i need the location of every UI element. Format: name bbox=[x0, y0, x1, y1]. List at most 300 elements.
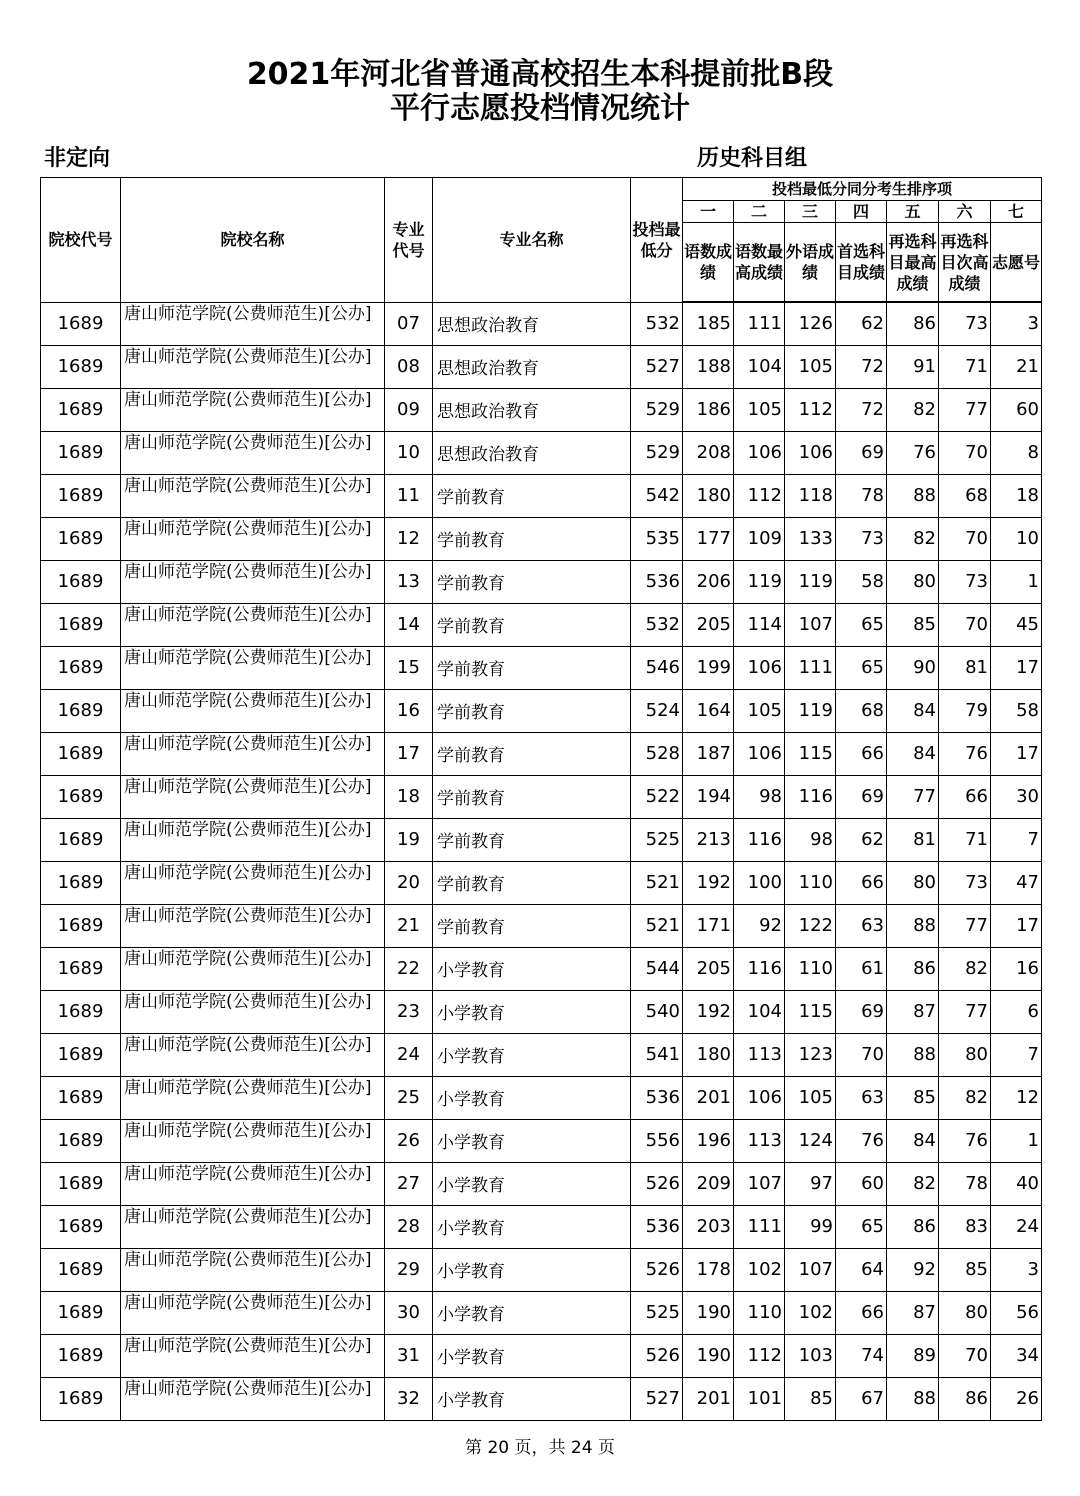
school-name-cell: 唐山师范学院(公费师范生)[公办] bbox=[121, 1119, 385, 1162]
foreign-lang-cell: 115 bbox=[785, 732, 836, 775]
chinese-math-cell: 180 bbox=[683, 474, 734, 517]
school-code-cell: 1689 bbox=[41, 1248, 121, 1291]
reselect-max-cell: 81 bbox=[887, 818, 939, 861]
header-major-code: 专业代号 bbox=[385, 178, 433, 303]
reselect-second-cell: 81 bbox=[939, 646, 991, 689]
table-row bbox=[41, 732, 1042, 775]
chinese-math-max-cell: 106 bbox=[734, 1076, 785, 1119]
min-score-cell: 527 bbox=[631, 1377, 683, 1420]
reselect-second-cell: 73 bbox=[939, 560, 991, 603]
school-name-cell: 唐山师范学院(公费师范生)[公办] bbox=[121, 1162, 385, 1205]
table-row bbox=[41, 431, 1042, 474]
choice-number-cell: 7 bbox=[991, 1033, 1042, 1076]
major-name-cell: 学前教育 bbox=[433, 818, 631, 861]
choice-number-cell: 58 bbox=[991, 689, 1042, 732]
foreign-lang-cell: 85 bbox=[785, 1377, 836, 1420]
header-order-3: 三 bbox=[785, 201, 836, 223]
major-code-cell: 29 bbox=[385, 1248, 433, 1291]
school-code-cell: 1689 bbox=[41, 388, 121, 431]
header-min-score: 投档最低分 bbox=[631, 178, 683, 303]
chinese-math-max-cell: 102 bbox=[734, 1248, 785, 1291]
choice-number-cell: 12 bbox=[991, 1076, 1042, 1119]
min-score-cell: 528 bbox=[631, 732, 683, 775]
foreign-lang-cell: 116 bbox=[785, 775, 836, 818]
choice-number-cell: 17 bbox=[991, 904, 1042, 947]
min-score-cell: 526 bbox=[631, 1334, 683, 1377]
min-score-cell: 536 bbox=[631, 560, 683, 603]
major-name-cell: 小学教育 bbox=[433, 1119, 631, 1162]
chinese-math-cell: 213 bbox=[683, 818, 734, 861]
header-major-name: 专业名称 bbox=[433, 178, 631, 303]
major-name-cell: 小学教育 bbox=[433, 1205, 631, 1248]
chinese-math-cell: 178 bbox=[683, 1248, 734, 1291]
foreign-lang-cell: 106 bbox=[785, 431, 836, 474]
major-name-cell: 学前教育 bbox=[433, 560, 631, 603]
reselect-second-cell: 78 bbox=[939, 1162, 991, 1205]
foreign-lang-cell: 98 bbox=[785, 818, 836, 861]
major-name-cell: 思想政治教育 bbox=[433, 345, 631, 388]
reselect-max-cell: 88 bbox=[887, 1377, 939, 1420]
min-score-cell: 532 bbox=[631, 302, 683, 345]
chinese-math-max-cell: 106 bbox=[734, 646, 785, 689]
chinese-math-max-cell: 119 bbox=[734, 560, 785, 603]
school-code-cell: 1689 bbox=[41, 302, 121, 345]
min-score-cell: 521 bbox=[631, 904, 683, 947]
foreign-lang-cell: 102 bbox=[785, 1291, 836, 1334]
table-row bbox=[41, 990, 1042, 1033]
reselect-second-cell: 73 bbox=[939, 861, 991, 904]
chinese-math-max-cell: 92 bbox=[734, 904, 785, 947]
major-code-cell: 22 bbox=[385, 947, 433, 990]
school-name-cell: 唐山师范学院(公费师范生)[公办] bbox=[121, 646, 385, 689]
chinese-math-cell: 177 bbox=[683, 517, 734, 560]
foreign-lang-cell: 111 bbox=[785, 646, 836, 689]
first-subject-cell: 68 bbox=[836, 689, 887, 732]
school-name-cell: 唐山师范学院(公费师范生)[公办] bbox=[121, 775, 385, 818]
table-row bbox=[41, 1076, 1042, 1119]
choice-number-cell: 56 bbox=[991, 1291, 1042, 1334]
school-code-cell: 1689 bbox=[41, 560, 121, 603]
header-school-code: 院校代号 bbox=[41, 178, 121, 303]
table-row bbox=[41, 603, 1042, 646]
foreign-lang-cell: 103 bbox=[785, 1334, 836, 1377]
foreign-lang-cell: 110 bbox=[785, 947, 836, 990]
school-code-cell: 1689 bbox=[41, 345, 121, 388]
reselect-max-cell: 87 bbox=[887, 990, 939, 1033]
major-name-cell: 小学教育 bbox=[433, 1291, 631, 1334]
foreign-lang-cell: 133 bbox=[785, 517, 836, 560]
reselect-max-cell: 90 bbox=[887, 646, 939, 689]
header-order-4: 四 bbox=[836, 201, 887, 223]
page-subtitle: 平行志愿投档情况统计 bbox=[390, 91, 690, 126]
school-code-cell: 1689 bbox=[41, 1291, 121, 1334]
min-score-cell: 524 bbox=[631, 689, 683, 732]
choice-number-cell: 18 bbox=[991, 474, 1042, 517]
school-name-cell: 唐山师范学院(公费师范生)[公办] bbox=[121, 388, 385, 431]
reselect-max-cell: 77 bbox=[887, 775, 939, 818]
chinese-math-cell: 190 bbox=[683, 1334, 734, 1377]
table-row bbox=[41, 302, 1042, 345]
min-score-cell: 544 bbox=[631, 947, 683, 990]
min-score-cell: 522 bbox=[631, 775, 683, 818]
category-label: 非定向 bbox=[44, 146, 111, 171]
foreign-lang-cell: 119 bbox=[785, 689, 836, 732]
school-code-cell: 1689 bbox=[41, 1377, 121, 1420]
major-name-cell: 思想政治教育 bbox=[433, 302, 631, 345]
choice-number-cell: 3 bbox=[991, 302, 1042, 345]
chinese-math-cell: 208 bbox=[683, 431, 734, 474]
table-row bbox=[41, 904, 1042, 947]
major-name-cell: 小学教育 bbox=[433, 1377, 631, 1420]
foreign-lang-cell: 97 bbox=[785, 1162, 836, 1205]
table-row bbox=[41, 689, 1042, 732]
chinese-math-cell: 205 bbox=[683, 603, 734, 646]
choice-number-cell: 60 bbox=[991, 388, 1042, 431]
major-name-cell: 小学教育 bbox=[433, 1033, 631, 1076]
chinese-math-max-cell: 98 bbox=[734, 775, 785, 818]
major-code-cell: 16 bbox=[385, 689, 433, 732]
admission-table bbox=[40, 177, 1042, 1421]
school-name-cell: 唐山师范学院(公费师范生)[公办] bbox=[121, 689, 385, 732]
chinese-math-max-cell: 112 bbox=[734, 474, 785, 517]
reselect-second-cell: 76 bbox=[939, 1119, 991, 1162]
foreign-lang-cell: 126 bbox=[785, 302, 836, 345]
major-code-cell: 32 bbox=[385, 1377, 433, 1420]
reselect-max-cell: 82 bbox=[887, 517, 939, 560]
header-order-1: 一 bbox=[683, 201, 734, 223]
reselect-max-cell: 82 bbox=[887, 1162, 939, 1205]
reselect-second-cell: 77 bbox=[939, 388, 991, 431]
major-code-cell: 19 bbox=[385, 818, 433, 861]
first-subject-cell: 69 bbox=[836, 775, 887, 818]
choice-number-cell: 17 bbox=[991, 646, 1042, 689]
table-row bbox=[41, 775, 1042, 818]
foreign-lang-cell: 118 bbox=[785, 474, 836, 517]
chinese-math-cell: 203 bbox=[683, 1205, 734, 1248]
first-subject-cell: 72 bbox=[836, 388, 887, 431]
foreign-lang-cell: 107 bbox=[785, 1248, 836, 1291]
chinese-math-max-cell: 105 bbox=[734, 689, 785, 732]
chinese-math-max-cell: 116 bbox=[734, 818, 785, 861]
first-subject-cell: 69 bbox=[836, 990, 887, 1033]
min-score-cell: 556 bbox=[631, 1119, 683, 1162]
school-code-cell: 1689 bbox=[41, 947, 121, 990]
school-code-cell: 1689 bbox=[41, 689, 121, 732]
school-name-cell: 唐山师范学院(公费师范生)[公办] bbox=[121, 474, 385, 517]
table-row bbox=[41, 345, 1042, 388]
choice-number-cell: 7 bbox=[991, 818, 1042, 861]
subject-group-label: 历史科目组 bbox=[697, 146, 808, 171]
header-order-6: 六 bbox=[939, 201, 991, 223]
table-row bbox=[41, 947, 1042, 990]
foreign-lang-cell: 105 bbox=[785, 345, 836, 388]
header-item-3: 外语成绩 bbox=[785, 223, 836, 303]
reselect-second-cell: 85 bbox=[939, 1248, 991, 1291]
header-item-2: 语数最高成绩 bbox=[734, 223, 785, 303]
school-code-cell: 1689 bbox=[41, 603, 121, 646]
min-score-cell: 535 bbox=[631, 517, 683, 560]
foreign-lang-cell: 123 bbox=[785, 1033, 836, 1076]
major-name-cell: 学前教育 bbox=[433, 474, 631, 517]
choice-number-cell: 45 bbox=[991, 603, 1042, 646]
school-name-cell: 唐山师范学院(公费师范生)[公办] bbox=[121, 431, 385, 474]
foreign-lang-cell: 119 bbox=[785, 560, 836, 603]
choice-number-cell: 6 bbox=[991, 990, 1042, 1033]
school-code-cell: 1689 bbox=[41, 990, 121, 1033]
chinese-math-cell: 201 bbox=[683, 1076, 734, 1119]
min-score-cell: 525 bbox=[631, 1291, 683, 1334]
school-name-cell: 唐山师范学院(公费师范生)[公办] bbox=[121, 1248, 385, 1291]
school-name-cell: 唐山师范学院(公费师范生)[公办] bbox=[121, 1377, 385, 1420]
reselect-second-cell: 70 bbox=[939, 1334, 991, 1377]
major-code-cell: 15 bbox=[385, 646, 433, 689]
first-subject-cell: 66 bbox=[836, 1291, 887, 1334]
min-score-cell: 532 bbox=[631, 603, 683, 646]
chinese-math-cell: 192 bbox=[683, 990, 734, 1033]
table-row bbox=[41, 818, 1042, 861]
school-name-cell: 唐山师范学院(公费师范生)[公办] bbox=[121, 818, 385, 861]
school-code-cell: 1689 bbox=[41, 646, 121, 689]
chinese-math-cell: 201 bbox=[683, 1377, 734, 1420]
chinese-math-cell: 192 bbox=[683, 861, 734, 904]
chinese-math-max-cell: 116 bbox=[734, 947, 785, 990]
reselect-max-cell: 82 bbox=[887, 388, 939, 431]
first-subject-cell: 74 bbox=[836, 1334, 887, 1377]
chinese-math-cell: 187 bbox=[683, 732, 734, 775]
header-item-7: 志愿号 bbox=[991, 223, 1042, 303]
first-subject-cell: 64 bbox=[836, 1248, 887, 1291]
major-name-cell: 思想政治教育 bbox=[433, 388, 631, 431]
first-subject-cell: 63 bbox=[836, 904, 887, 947]
header-item-4: 首选科目成绩 bbox=[836, 223, 887, 303]
chinese-math-max-cell: 113 bbox=[734, 1119, 785, 1162]
choice-number-cell: 8 bbox=[991, 431, 1042, 474]
page-title: 2021年河北省普通高校招生本科提前批B段 bbox=[246, 57, 834, 92]
reselect-second-cell: 82 bbox=[939, 947, 991, 990]
school-code-cell: 1689 bbox=[41, 775, 121, 818]
school-code-cell: 1689 bbox=[41, 1076, 121, 1119]
first-subject-cell: 62 bbox=[836, 302, 887, 345]
major-code-cell: 14 bbox=[385, 603, 433, 646]
table-row bbox=[41, 1334, 1042, 1377]
chinese-math-cell: 188 bbox=[683, 345, 734, 388]
min-score-cell: 521 bbox=[631, 861, 683, 904]
first-subject-cell: 61 bbox=[836, 947, 887, 990]
reselect-max-cell: 86 bbox=[887, 1205, 939, 1248]
reselect-max-cell: 88 bbox=[887, 1033, 939, 1076]
header-order-2: 二 bbox=[734, 201, 785, 223]
min-score-cell: 526 bbox=[631, 1248, 683, 1291]
reselect-max-cell: 85 bbox=[887, 603, 939, 646]
major-name-cell: 小学教育 bbox=[433, 1162, 631, 1205]
major-name-cell: 小学教育 bbox=[433, 947, 631, 990]
chinese-math-max-cell: 114 bbox=[734, 603, 785, 646]
min-score-cell: 527 bbox=[631, 345, 683, 388]
foreign-lang-cell: 122 bbox=[785, 904, 836, 947]
chinese-math-max-cell: 104 bbox=[734, 345, 785, 388]
major-code-cell: 10 bbox=[385, 431, 433, 474]
chinese-math-max-cell: 106 bbox=[734, 732, 785, 775]
chinese-math-cell: 199 bbox=[683, 646, 734, 689]
foreign-lang-cell: 99 bbox=[785, 1205, 836, 1248]
table-row bbox=[41, 388, 1042, 431]
first-subject-cell: 76 bbox=[836, 1119, 887, 1162]
reselect-max-cell: 88 bbox=[887, 904, 939, 947]
min-score-cell: 536 bbox=[631, 1076, 683, 1119]
chinese-math-max-cell: 113 bbox=[734, 1033, 785, 1076]
min-score-cell: 540 bbox=[631, 990, 683, 1033]
table-row bbox=[41, 646, 1042, 689]
first-subject-cell: 65 bbox=[836, 646, 887, 689]
major-name-cell: 学前教育 bbox=[433, 517, 631, 560]
table-row bbox=[41, 517, 1042, 560]
header-item-6: 再选科目次高成绩 bbox=[939, 223, 991, 303]
major-code-cell: 18 bbox=[385, 775, 433, 818]
header-ranking-group: 投档最低分同分考生排序项 bbox=[683, 178, 1042, 201]
school-name-cell: 唐山师范学院(公费师范生)[公办] bbox=[121, 1291, 385, 1334]
reselect-max-cell: 86 bbox=[887, 947, 939, 990]
reselect-max-cell: 92 bbox=[887, 1248, 939, 1291]
major-name-cell: 思想政治教育 bbox=[433, 431, 631, 474]
foreign-lang-cell: 107 bbox=[785, 603, 836, 646]
school-name-cell: 唐山师范学院(公费师范生)[公办] bbox=[121, 560, 385, 603]
table-row bbox=[41, 474, 1042, 517]
reselect-second-cell: 82 bbox=[939, 1076, 991, 1119]
choice-number-cell: 16 bbox=[991, 947, 1042, 990]
school-name-cell: 唐山师范学院(公费师范生)[公办] bbox=[121, 990, 385, 1033]
school-code-cell: 1689 bbox=[41, 1119, 121, 1162]
choice-number-cell: 34 bbox=[991, 1334, 1042, 1377]
header-item-1: 语数成绩 bbox=[683, 223, 734, 303]
reselect-second-cell: 80 bbox=[939, 1033, 991, 1076]
min-score-cell: 529 bbox=[631, 388, 683, 431]
major-name-cell: 学前教育 bbox=[433, 689, 631, 732]
reselect-max-cell: 86 bbox=[887, 302, 939, 345]
choice-number-cell: 1 bbox=[991, 560, 1042, 603]
reselect-second-cell: 71 bbox=[939, 818, 991, 861]
min-score-cell: 526 bbox=[631, 1162, 683, 1205]
school-code-cell: 1689 bbox=[41, 517, 121, 560]
reselect-second-cell: 70 bbox=[939, 603, 991, 646]
chinese-math-cell: 209 bbox=[683, 1162, 734, 1205]
school-code-cell: 1689 bbox=[41, 1033, 121, 1076]
school-code-cell: 1689 bbox=[41, 474, 121, 517]
chinese-math-max-cell: 112 bbox=[734, 1334, 785, 1377]
major-code-cell: 24 bbox=[385, 1033, 433, 1076]
first-subject-cell: 58 bbox=[836, 560, 887, 603]
first-subject-cell: 63 bbox=[836, 1076, 887, 1119]
school-name-cell: 唐山师范学院(公费师范生)[公办] bbox=[121, 517, 385, 560]
school-name-cell: 唐山师范学院(公费师范生)[公办] bbox=[121, 345, 385, 388]
first-subject-cell: 65 bbox=[836, 603, 887, 646]
first-subject-cell: 72 bbox=[836, 345, 887, 388]
school-code-cell: 1689 bbox=[41, 732, 121, 775]
choice-number-cell: 3 bbox=[991, 1248, 1042, 1291]
chinese-math-max-cell: 106 bbox=[734, 431, 785, 474]
reselect-second-cell: 70 bbox=[939, 431, 991, 474]
first-subject-cell: 60 bbox=[836, 1162, 887, 1205]
chinese-math-cell: 196 bbox=[683, 1119, 734, 1162]
school-name-cell: 唐山师范学院(公费师范生)[公办] bbox=[121, 861, 385, 904]
chinese-math-max-cell: 109 bbox=[734, 517, 785, 560]
choice-number-cell: 10 bbox=[991, 517, 1042, 560]
table-row bbox=[41, 560, 1042, 603]
choice-number-cell: 40 bbox=[991, 1162, 1042, 1205]
major-code-cell: 23 bbox=[385, 990, 433, 1033]
choice-number-cell: 24 bbox=[991, 1205, 1042, 1248]
first-subject-cell: 78 bbox=[836, 474, 887, 517]
major-name-cell: 学前教育 bbox=[433, 775, 631, 818]
school-code-cell: 1689 bbox=[41, 818, 121, 861]
chinese-math-max-cell: 110 bbox=[734, 1291, 785, 1334]
foreign-lang-cell: 124 bbox=[785, 1119, 836, 1162]
major-code-cell: 27 bbox=[385, 1162, 433, 1205]
school-name-cell: 唐山师范学院(公费师范生)[公办] bbox=[121, 947, 385, 990]
school-name-cell: 唐山师范学院(公费师范生)[公办] bbox=[121, 603, 385, 646]
major-name-cell: 小学教育 bbox=[433, 1248, 631, 1291]
school-name-cell: 唐山师范学院(公费师范生)[公办] bbox=[121, 1076, 385, 1119]
major-code-cell: 12 bbox=[385, 517, 433, 560]
chinese-math-cell: 185 bbox=[683, 302, 734, 345]
page-footer: 第 20 页，共 24 页 bbox=[465, 1438, 615, 1458]
reselect-max-cell: 87 bbox=[887, 1291, 939, 1334]
major-code-cell: 17 bbox=[385, 732, 433, 775]
major-code-cell: 11 bbox=[385, 474, 433, 517]
chinese-math-max-cell: 104 bbox=[734, 990, 785, 1033]
min-score-cell: 536 bbox=[631, 1205, 683, 1248]
school-code-cell: 1689 bbox=[41, 431, 121, 474]
major-code-cell: 26 bbox=[385, 1119, 433, 1162]
chinese-math-max-cell: 107 bbox=[734, 1162, 785, 1205]
major-code-cell: 09 bbox=[385, 388, 433, 431]
choice-number-cell: 26 bbox=[991, 1377, 1042, 1420]
choice-number-cell: 47 bbox=[991, 861, 1042, 904]
reselect-max-cell: 80 bbox=[887, 861, 939, 904]
reselect-second-cell: 77 bbox=[939, 904, 991, 947]
major-code-cell: 20 bbox=[385, 861, 433, 904]
school-name-cell: 唐山师范学院(公费师范生)[公办] bbox=[121, 1334, 385, 1377]
choice-number-cell: 30 bbox=[991, 775, 1042, 818]
school-name-cell: 唐山师范学院(公费师范生)[公办] bbox=[121, 904, 385, 947]
major-name-cell: 学前教育 bbox=[433, 904, 631, 947]
major-name-cell: 学前教育 bbox=[433, 861, 631, 904]
reselect-second-cell: 71 bbox=[939, 345, 991, 388]
chinese-math-cell: 205 bbox=[683, 947, 734, 990]
reselect-second-cell: 77 bbox=[939, 990, 991, 1033]
foreign-lang-cell: 112 bbox=[785, 388, 836, 431]
first-subject-cell: 65 bbox=[836, 1205, 887, 1248]
min-score-cell: 546 bbox=[631, 646, 683, 689]
chinese-math-cell: 180 bbox=[683, 1033, 734, 1076]
reselect-second-cell: 83 bbox=[939, 1205, 991, 1248]
reselect-second-cell: 79 bbox=[939, 689, 991, 732]
reselect-max-cell: 84 bbox=[887, 732, 939, 775]
major-code-cell: 31 bbox=[385, 1334, 433, 1377]
reselect-max-cell: 88 bbox=[887, 474, 939, 517]
chinese-math-cell: 194 bbox=[683, 775, 734, 818]
chinese-math-max-cell: 100 bbox=[734, 861, 785, 904]
major-code-cell: 30 bbox=[385, 1291, 433, 1334]
major-code-cell: 21 bbox=[385, 904, 433, 947]
school-name-cell: 唐山师范学院(公费师范生)[公办] bbox=[121, 1033, 385, 1076]
reselect-max-cell: 76 bbox=[887, 431, 939, 474]
reselect-max-cell: 80 bbox=[887, 560, 939, 603]
school-name-cell: 唐山师范学院(公费师范生)[公办] bbox=[121, 302, 385, 345]
table-row bbox=[41, 1377, 1042, 1420]
reselect-max-cell: 84 bbox=[887, 1119, 939, 1162]
header-school-name: 院校名称 bbox=[121, 178, 385, 303]
chinese-math-max-cell: 111 bbox=[734, 302, 785, 345]
